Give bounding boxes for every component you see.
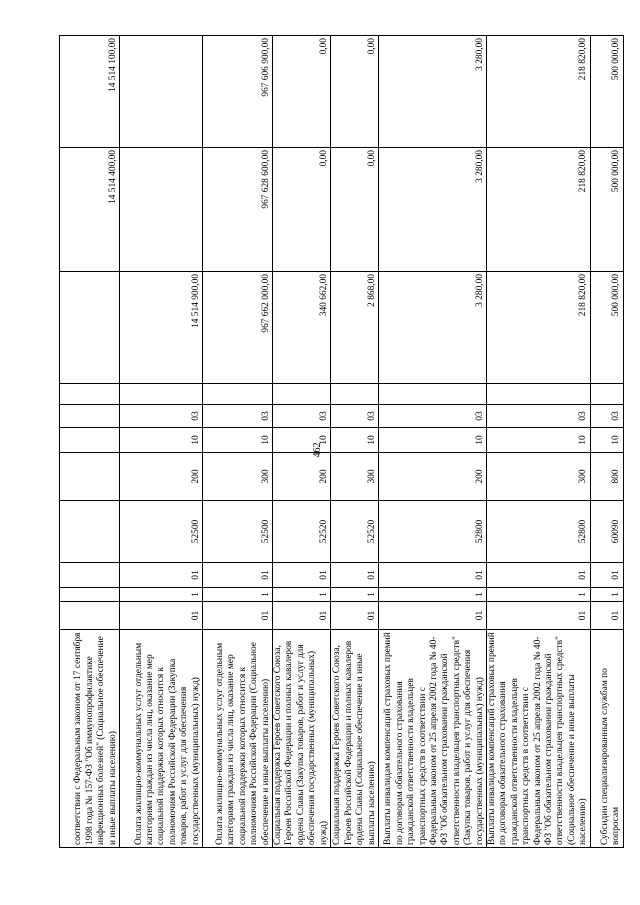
table-row [590, 36, 623, 848]
code-cell: 03 [203, 405, 273, 428]
row-description: Выплаты инвалидам компенсаций страховых премий по договорам обязательного страхования гражданской ответственности владельцев транспортных средств в соответствии с Федеральным законом от 25 апреля 2002 года № 40-ФЗ "Об обязательном страховании гражданской ответственности владельцев транспортных средств" (Закупка товаров, работ и услуг для обеспечения государственных (муниципальных) нужд) [379, 630, 487, 848]
amount-cell: 0,00 [331, 148, 379, 272]
amount-cell: 967 628 600,00 [203, 148, 273, 272]
amount-cell: 500 000,00 [590, 36, 623, 148]
amount-cell: 3 280,00 [379, 36, 487, 148]
amount-cell: 14 514 900,00 [120, 272, 203, 384]
code-cell: 200 [379, 453, 487, 501]
code-cell: 52520 [273, 501, 331, 563]
code-cell: 03 [331, 405, 379, 428]
code-cell: 03 [590, 405, 623, 428]
code-cell: 01 [590, 563, 623, 588]
code-cell: 01 [273, 563, 331, 588]
row-description: Оплата жилищно-коммунальных услуг отдельным категориям граждан из числа лиц, оказание мер социальной поддержки которых относится к полномочиям Российской Федерации (Закупка товаров, работ и услуг для обеспечения государственных (муниципальных) нужд) [120, 630, 203, 848]
amount-cell: 2 868,00 [331, 272, 379, 384]
table-row [120, 36, 203, 848]
table-row [203, 36, 273, 848]
amount-cell: 3 280,00 [379, 148, 487, 272]
code-cell: 01 [273, 602, 331, 630]
amount-cell: 500 000,00 [590, 272, 623, 384]
amount-cell [120, 148, 203, 272]
table-row [273, 36, 331, 848]
code-cell: 01 [487, 563, 591, 588]
code-cell: 60090 [590, 501, 623, 563]
amount-cell: 14 514 400,00 [60, 148, 120, 272]
code-cell: 01 [120, 563, 203, 588]
code-cell: 03 [273, 405, 331, 428]
code-cell: 1 [487, 588, 591, 602]
code-cell: 01 [203, 563, 273, 588]
code-cell [60, 428, 120, 453]
code-cell: 10 [273, 428, 331, 453]
code-cell [60, 384, 120, 405]
amount-cell [60, 272, 120, 384]
code-cell: 52500 [203, 501, 273, 563]
code-cell: 1 [273, 588, 331, 602]
code-cell [60, 405, 120, 428]
table-row [331, 36, 379, 848]
code-cell: 200 [120, 453, 203, 501]
code-cell [273, 384, 331, 405]
code-cell [487, 384, 591, 405]
budget-table [59, 35, 624, 848]
row-description: Субсидии специализированным службам по вопросам [590, 630, 623, 848]
amount-cell: 340 662,00 [273, 272, 331, 384]
code-cell: 300 [331, 453, 379, 501]
code-cell: 1 [590, 588, 623, 602]
code-cell: 800 [590, 453, 623, 501]
code-cell: 200 [273, 453, 331, 501]
code-cell: 1 [379, 588, 487, 602]
code-cell: 01 [120, 602, 203, 630]
code-cell: 03 [379, 405, 487, 428]
amount-cell: 967 606 900,00 [203, 36, 273, 148]
code-cell [379, 384, 487, 405]
code-cell: 10 [379, 428, 487, 453]
amount-cell: 0,00 [331, 36, 379, 148]
code-cell: 10 [203, 428, 273, 453]
code-cell: 1 [203, 588, 273, 602]
row-description: соответствии с Федеральным законом от 17 сентября 1998 года № 157-ФЗ "Об иммунопрофилактике инфекционных болезней" (Социальное обеспечение и иные выплаты населению) [60, 630, 120, 848]
amount-cell [120, 36, 203, 148]
amount-cell: 218 820,00 [487, 148, 591, 272]
table-row [487, 36, 591, 848]
amount-cell: 3 280,00 [379, 272, 487, 384]
row-description: Выплаты инвалидам компенсаций страховых премий по договорам обязательного страхования гражданской ответственности владельцев транспортных средств в соответствии с Федеральным законом от 25 апреля 2002 года № 40-ФЗ "Об обязательном страховании гражданской ответственности владельцев транспортных средств" (Социальное обеспечение и иные выплаты населению) [487, 630, 591, 848]
amount-cell: 500 000,00 [590, 148, 623, 272]
code-cell: 10 [590, 428, 623, 453]
table-row [379, 36, 487, 848]
code-cell: 01 [379, 602, 487, 630]
code-cell: 01 [203, 602, 273, 630]
amount-cell: 0,00 [273, 148, 331, 272]
code-cell [203, 384, 273, 405]
code-cell: 01 [379, 563, 487, 588]
code-cell [590, 384, 623, 405]
code-cell [60, 563, 120, 588]
amount-cell: 967 662 000,00 [203, 272, 273, 384]
code-cell: 52500 [120, 501, 203, 563]
code-cell [60, 501, 120, 563]
code-cell: 03 [487, 405, 591, 428]
code-cell: 10 [331, 428, 379, 453]
amount-cell: 218 820,00 [487, 272, 591, 384]
amount-cell: 0,00 [273, 36, 331, 148]
code-cell [120, 384, 203, 405]
amount-cell: 14 514 100,00 [60, 36, 120, 148]
rotated-table-viewport [59, 36, 622, 848]
code-cell: 52800 [487, 501, 591, 563]
table-row [60, 36, 120, 848]
budget-table-container [59, 36, 622, 848]
code-cell [60, 602, 120, 630]
code-cell: 300 [487, 453, 591, 501]
row-description: Социальная поддержка Героев Советского Союза, Героев Российской Федерации и полных кавалеров ордена Славы (Социальное обеспечение и иные выплаты населению) [331, 630, 379, 848]
code-cell: 01 [590, 602, 623, 630]
page-number: 462 [312, 442, 323, 458]
code-cell: 03 [120, 405, 203, 428]
code-cell: 10 [487, 428, 591, 453]
code-cell: 10 [120, 428, 203, 453]
code-cell [60, 453, 120, 501]
row-description: Социальная поддержка Героев Советского Союза, Героев Российской Федерации и полных кавалеров ордена Славы (Закупка товаров, работ и услуг для обеспечения государственных (муниципальных) нужд) [273, 630, 331, 848]
code-cell: 52520 [331, 501, 379, 563]
code-cell: 300 [203, 453, 273, 501]
code-cell [60, 588, 120, 602]
code-cell: 01 [487, 602, 591, 630]
code-cell: 1 [120, 588, 203, 602]
row-description: Оплата жилищно-коммунальных услуг отдельным категориям граждан из числа лиц, оказание мер социальной поддержки которых относится к полномочиям Российской Федерации (Социальное обеспечение и иные выплаты населению) [203, 630, 273, 848]
code-cell: 01 [331, 602, 379, 630]
code-cell: 01 [331, 563, 379, 588]
code-cell: 52800 [379, 501, 487, 563]
code-cell [331, 384, 379, 405]
amount-cell: 218 820,00 [487, 36, 591, 148]
code-cell: 1 [331, 588, 379, 602]
